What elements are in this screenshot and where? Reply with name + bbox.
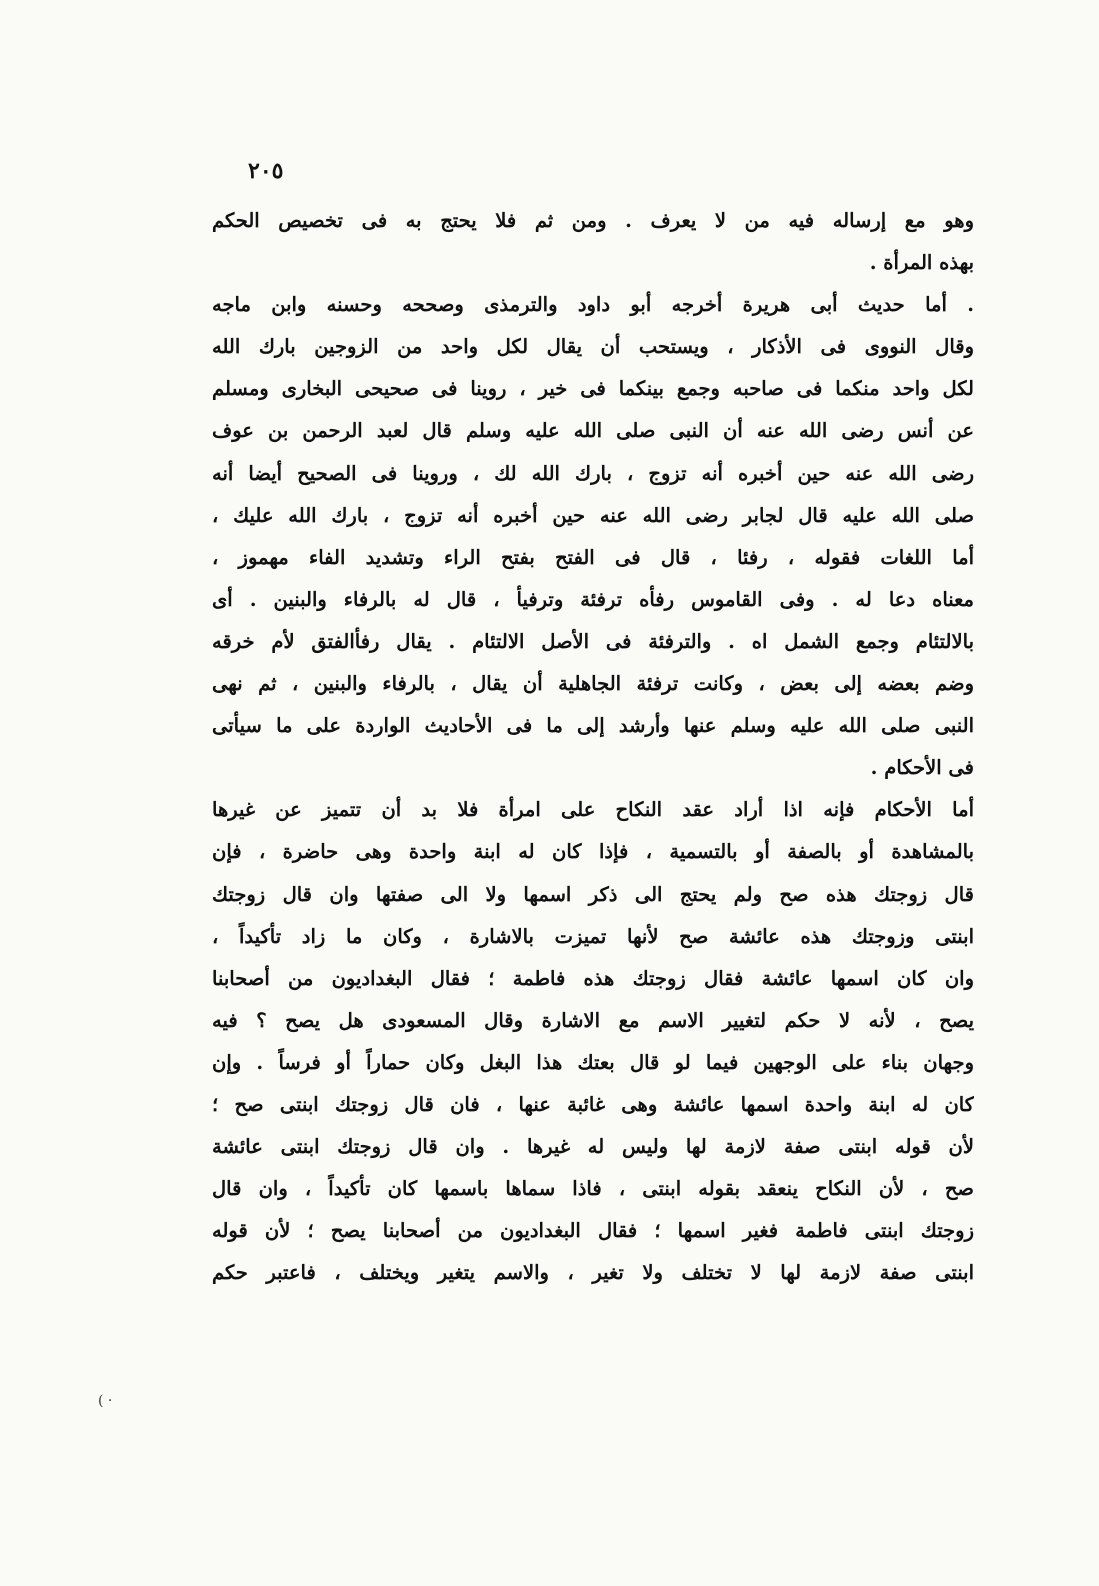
text-line: قال زوجتك هذه صح ولم يحتج الى ذكر اسمها ولا الى صفتها وان قال زوجتك: [212, 882, 974, 906]
text-line: . أما حديث أبى هريرة أخرجه أبو داود والترمذى وصححه وحسنه وابن ماجه: [212, 293, 974, 317]
text-line: النبى صلى الله عليه وسلم عنها وأرشد إلى ما فى الأحاديث الواردة على ما سيأتى: [212, 714, 974, 738]
page-number: ٢٠٥: [248, 158, 284, 184]
text-line: بهذه المرأة .: [869, 251, 974, 275]
text-line: معناه دعا له . وفى القاموس رفأه ترفئة وترفيأ ، قال له بالرفاء والبنين . أى: [212, 587, 974, 611]
text-line: صلى الله عليه قال لجابر رضى الله عنه حين أخبره أنه تزوج ، بارك الله عليك ،: [212, 503, 974, 527]
text-line: لكل واحد منكما فى صاحبه وجمع بينكما فى خير ، روينا فى صحيحى البخارى ومسلم: [212, 377, 974, 401]
text-line: بالمشاهدة أو بالصفة أو بالتسمية ، فإذا كان له ابنة واحدة وهى حاضرة ، فإن: [212, 840, 974, 864]
text-line: رضى الله عنه حين أخبره أنه تزوج ، بارك الله لك ، وروينا فى الصحيح أيضا أنه: [212, 461, 974, 485]
text-line: ابنتى وزوجتك هذه عائشة صح لأنها تميزت بالاشارة ، وكان ما زاد تأكيداً ،: [212, 924, 974, 948]
text-line: بالالتئام وجمع الشمل اه . والترفئة فى الأصل الالتئام . يقال رفأالفتق لأم خرقه: [212, 629, 974, 653]
text-line: صح ، لأن النكاح ينعقد بقوله ابنتى ، فاذا سماها باسمها كان تأكيداً ، وان قال: [212, 1177, 974, 1201]
text-line: زوجتك ابنتى فاطمة فغير اسمها ؛ فقال البغداديون من أصحابنا يصح ؛ لأن قوله: [212, 1219, 974, 1243]
text-line: فى الأحكام .: [870, 756, 974, 780]
text-line: وان كان اسمها عائشة فقال زوجتك هذه فاطمة ؛ فقال البغداديون من أصحابنا: [212, 966, 974, 990]
text-line: يصح ، لأنه لا حكم لتغيير الاسم مع الاشارة وقال المسعودى هل يصح ؟ فيه: [212, 1008, 974, 1032]
text-line: عن أنس رضى الله عنه أن النبى صلى الله عليه وسلم قال لعبد الرحمن بن عوف: [212, 419, 974, 443]
text-line: أما اللغات فقوله ، رفئا ، قال فى الفتح بفتح الراء وتشديد الفاء مهموز ،: [212, 545, 974, 569]
text-line: كان له ابنة واحدة اسمها عائشة وهى غائبة عنها ، فان قال زوجتك ابنتى صح ؛: [212, 1092, 974, 1116]
body-text: [212, 200, 974, 1294]
text-line: وقال النووى فى الأذكار ، ويستحب أن يقال لكل واحد من الزوجين بارك الله: [212, 335, 974, 359]
text-line: وجهان بناء على الوجهين فيما لو قال بعتك هذا البغل وكان حماراً أو فرساً . وإن: [212, 1050, 974, 1074]
margin-mark: ( ·: [98, 1393, 113, 1409]
text-line: وهو مع إرساله فيه من لا يعرف . ومن ثم فلا يحتج به فى تخصيص الحكم: [212, 209, 974, 232]
text-line: أما الأحكام فإنه اذا أراد عقد النكاح على امرأة فلا بد أن تتميز عن غيرها: [212, 798, 974, 822]
text-line: لأن قوله ابنتى صفة لازمة لها وليس له غيرها . وان قال زوجتك ابنتى عائشة: [212, 1135, 974, 1159]
text-line: وضم بعضه إلى بعض ، وكانت ترفئة الجاهلية أن يقال ، بالرفاء والبنين ، ثم نهى: [212, 672, 974, 696]
text-line: ابنتى صفة لازمة لها لا تختلف ولا تغير ، والاسم يتغير ويختلف ، فاعتبر حكم: [212, 1261, 974, 1285]
